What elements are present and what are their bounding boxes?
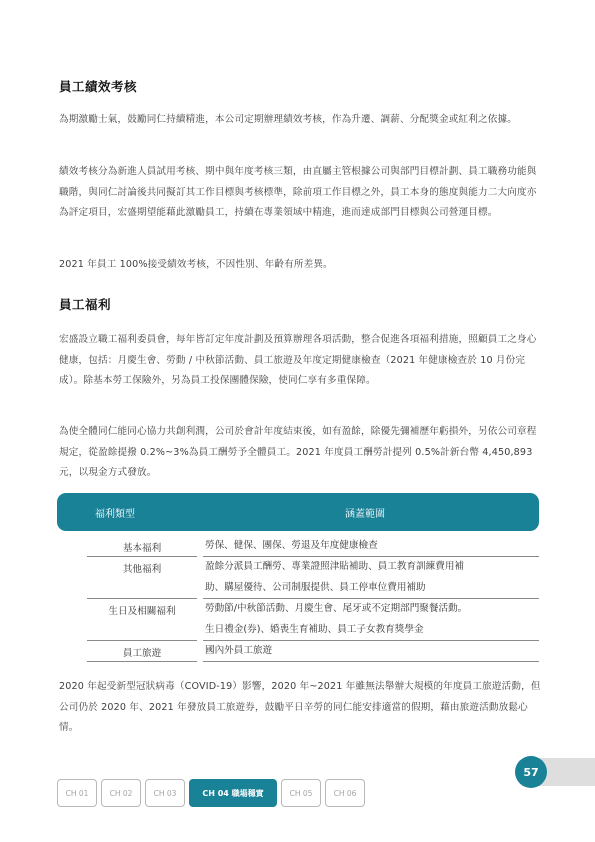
tab-ch01[interactable]: CH 01 xyxy=(57,779,97,807)
benefit-scope xyxy=(205,641,539,662)
section-heading-welfare: 員工福利 xyxy=(59,297,112,312)
benefit-type: 生日及相關福利 xyxy=(108,606,176,617)
section-heading-performance: 員工績效考核 xyxy=(59,79,138,94)
benefits-table-header xyxy=(57,493,539,531)
table-row xyxy=(57,557,539,598)
performance-para-1: 為期激勵士氣，鼓勵同仁持續精進，本公司定期辦理績效考核，作為升遷、調薪、分配獎金或紅利之依據。 xyxy=(59,114,517,125)
benefit-type: 基本福利 xyxy=(122,543,162,554)
row-divider xyxy=(203,661,539,662)
column-header-scope: 涵蓋範圍 xyxy=(345,509,385,520)
benefit-scope-line: 助、購屋優待、公司制服提供、員工停車位費用補助 xyxy=(205,581,426,593)
row-divider xyxy=(87,661,197,662)
benefit-scope-line: 生日禮金(券)、婚喪生育補助、員工子女教育獎學金 xyxy=(205,623,424,635)
benefit-scope xyxy=(205,557,539,598)
column-header-type: 福利類型 xyxy=(95,509,135,520)
table-row xyxy=(57,641,539,661)
performance-para-2: 績效考核分為新進人員試用考核、期中與年度考核三類，由直屬主管根據公司與部門目標計劃、員工職務功能與職階，與同仁討論後共同擬訂其工作目標與考核標準，除前項工作目標之外，員工本身的態度與能力二大向度亦為評定項目，宏盛期望能藉此激勵員工，持續在專業領域中精進，進而達成部門目標與公司營運目標。 xyxy=(59,166,537,218)
benefit-scope xyxy=(205,536,539,557)
table-row xyxy=(57,599,539,640)
table-row xyxy=(57,536,539,556)
travel-para: 2020 年起受新型冠狀病毒（COVID-19）影響，2020 年~2021 年雖無法舉辦大規模的年度員工旅遊活動，但公司仍於 2020 年、2021 年發放員工旅遊券，鼓勵平日辛勞的同仁能安排適當的假期，藉由旅遊活動放鬆心情。 xyxy=(59,681,541,733)
tab-ch03[interactable]: CH 03 xyxy=(145,779,185,807)
welfare-para-2: 為使全體同仁能同心協力共創利潤，公司於會計年度結束後，如有盈餘，除優先彌補歷年虧損外，另依公司章程規定，從盈餘提撥 0.2%~3%為員工酬勞予全體員工。2021 年度員工酬勞計提列 0.5%計新台幣 4,450,893 元，以現金方式發放。 xyxy=(59,426,537,478)
benefit-type: 員工旅遊 xyxy=(122,648,162,659)
benefit-scope-line: 盈餘分派員工酬勞、專業證照津貼補助、員工教育訓練費用補 xyxy=(205,561,465,572)
benefit-scope-line: 勞動節/中秋節活動、月慶生會、尾牙或不定期部門聚餐活動。 xyxy=(205,603,468,614)
tab-ch06[interactable]: CH 06 xyxy=(325,779,365,807)
benefit-scope xyxy=(205,599,539,640)
benefit-scope-line: 勞保、健保、團保、勞退及年度健康檢查 xyxy=(205,540,378,551)
performance-para-3: 2021 年員工 100%接受績效考核，不因性別、年齡有所差異。 xyxy=(59,259,333,270)
chapter-nav xyxy=(57,779,369,807)
welfare-para-1: 宏盛設立職工福利委員會，每年皆訂定年度計劃及預算辦理各項活動，整合促進各項福利措施，照顧員工之身心健康，包括：月慶生會、勞動 / 中秋節活動、員工旅遊及年度定期健康檢查（2021 年健康檢查於 10 月份完成）。除基本勞工保險外，另為員工投保團體保險，使同仁享有多重保障。 xyxy=(59,334,537,386)
benefit-scope-line: 國內外員工旅遊 xyxy=(205,645,273,656)
tab-ch02[interactable]: CH 02 xyxy=(101,779,141,807)
page-number: 57 xyxy=(515,756,547,788)
benefit-type: 其他福利 xyxy=(122,564,162,575)
tab-ch05[interactable]: CH 05 xyxy=(281,779,321,807)
tab-ch04[interactable]: CH 04 職場穩實 xyxy=(189,779,277,807)
